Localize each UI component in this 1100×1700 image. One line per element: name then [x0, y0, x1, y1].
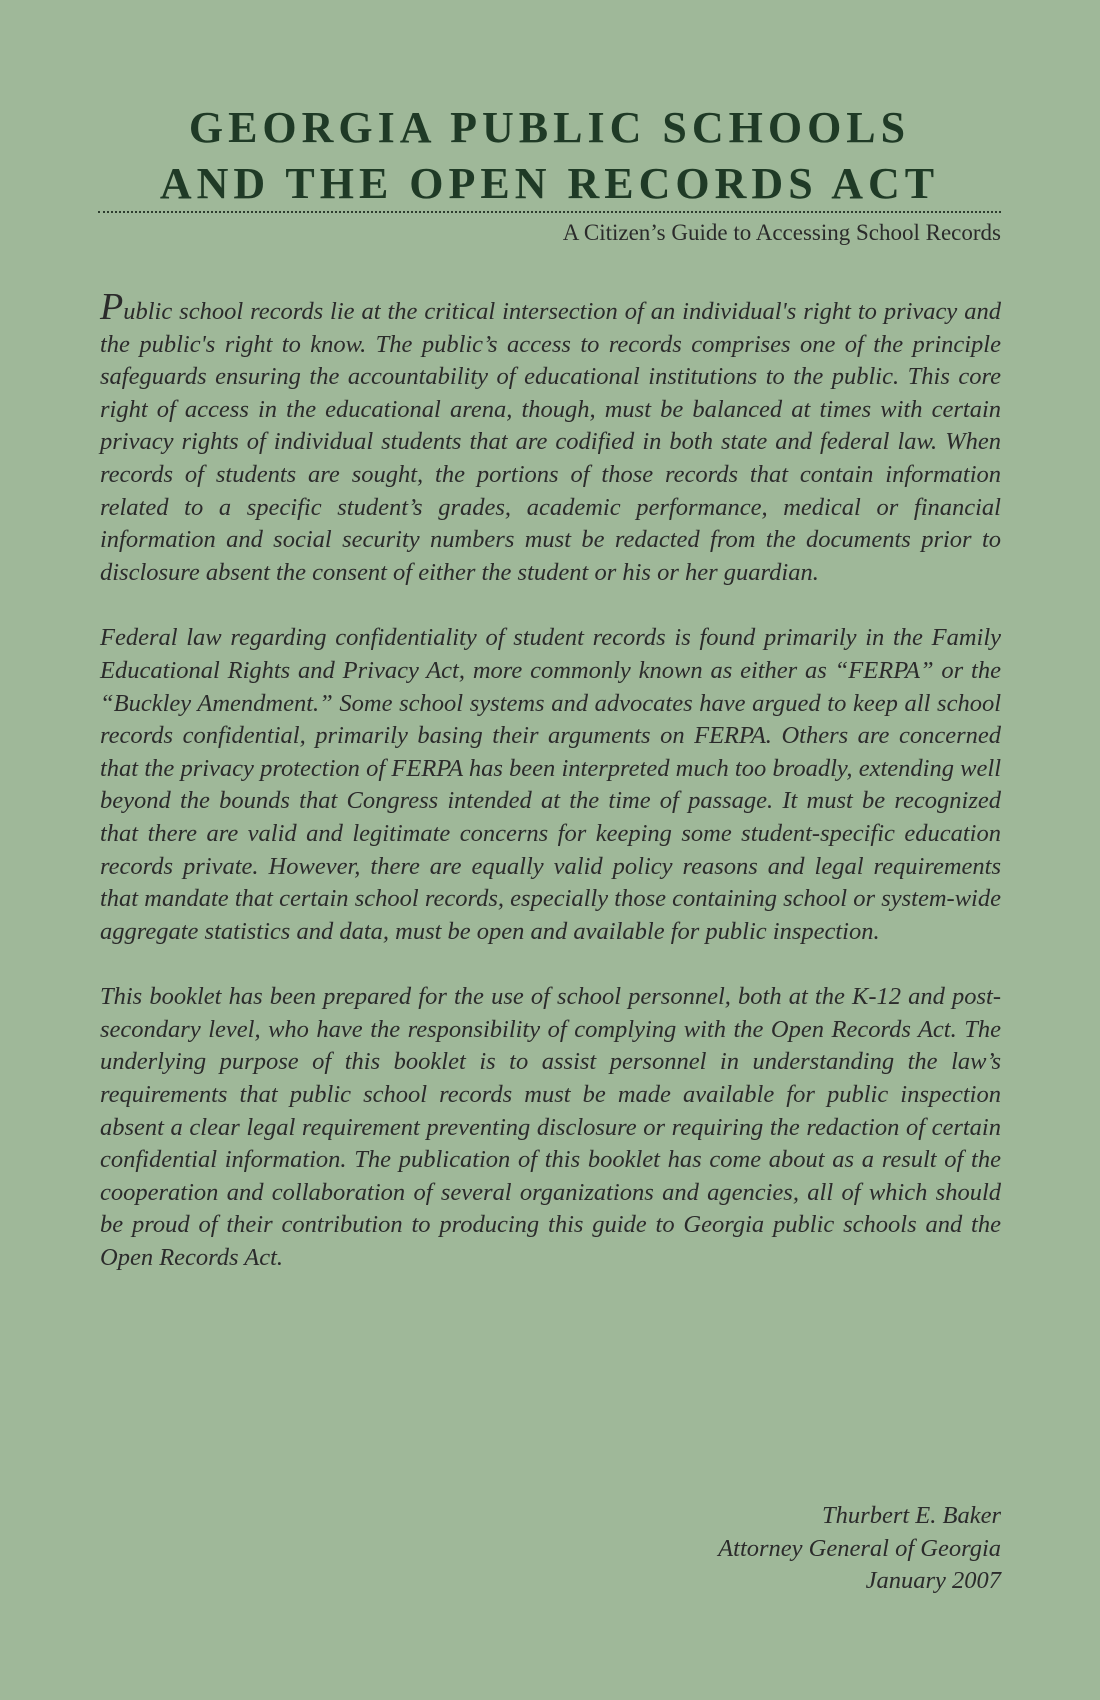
title-divider	[98, 211, 1001, 213]
drop-cap: P	[100, 286, 124, 328]
signature-date: January 2007	[865, 1567, 1001, 1594]
paragraph-1-text: ublic school records lie at the critical intersection of an individual's right to privacy and the public's right to know. The public’s access to records comprises one of the principle safeguards ensuring the accountability of educational institutions to the public. This core right of access in the educational arena, though, must be balanced at times with certain privacy rights of individual students that are codified in both state and federal law. When records of students are sought, the portions of those records that contain information related to a specific student’s grades, academic performance, medical or financial information and social security numbers must be redacted from the documents prior to disclosure absent the consent of either the student or his or her guardian.	[100, 298, 1001, 586]
paragraph-1	[100, 286, 1001, 589]
paragraph-2: Federal law regarding confidentiality of student records is found primarily in the Family Educational Rights and Privacy Act, more commonly known as either as “FERPA” or the “Buckley Amendment.” Some school systems and advocates have argued to keep all school records confidential, primarily basing their arguments on FERPA. Others are concerned that the privacy protection of FERPA has been interpreted much too broadly, extending well beyond the bounds that Congress intended at the time of passage. It must be recognized that there are valid and legitimate concerns for keeping some student-specific education records private. However, there are equally valid policy reasons and legal requirements that mandate that certain school records, especially those containing school or system-wide aggregate statistics and data, must be open and available for public inspection.	[100, 624, 1001, 945]
title-line-2: AND THE OPEN RECORDS ACT	[159, 159, 940, 208]
intro-text	[100, 286, 1001, 1308]
title-line-1: GEORGIA PUBLIC SCHOOLS	[188, 103, 911, 152]
paragraph-3: This booklet has been prepared for the use of school personnel, both at the K-12 and post-secondary level, who have the responsibility of complying with the Open Records Act. The underlying purpose of this booklet is to assist personnel in understanding the law’s requirements that public school records must be made available for public inspection absent a clear legal requirement preventing disclosure or requiring the redaction of certain confidential information. The publication of this booklet has come about as a result of the cooperation and collaboration of several organizations and agencies, all of which should be proud of their contribution to producing this guide to Georgia public schools and the Open Records Act.	[100, 983, 1001, 1272]
signature-name: Thurbert E. Baker	[822, 1502, 1001, 1529]
signature-block	[718, 1500, 1001, 1598]
subtitle: A Citizen’s Guide to Accessing School Records	[562, 220, 1001, 245]
title-block	[98, 100, 1001, 212]
signature-title: Attorney General of Georgia	[718, 1534, 1001, 1562]
